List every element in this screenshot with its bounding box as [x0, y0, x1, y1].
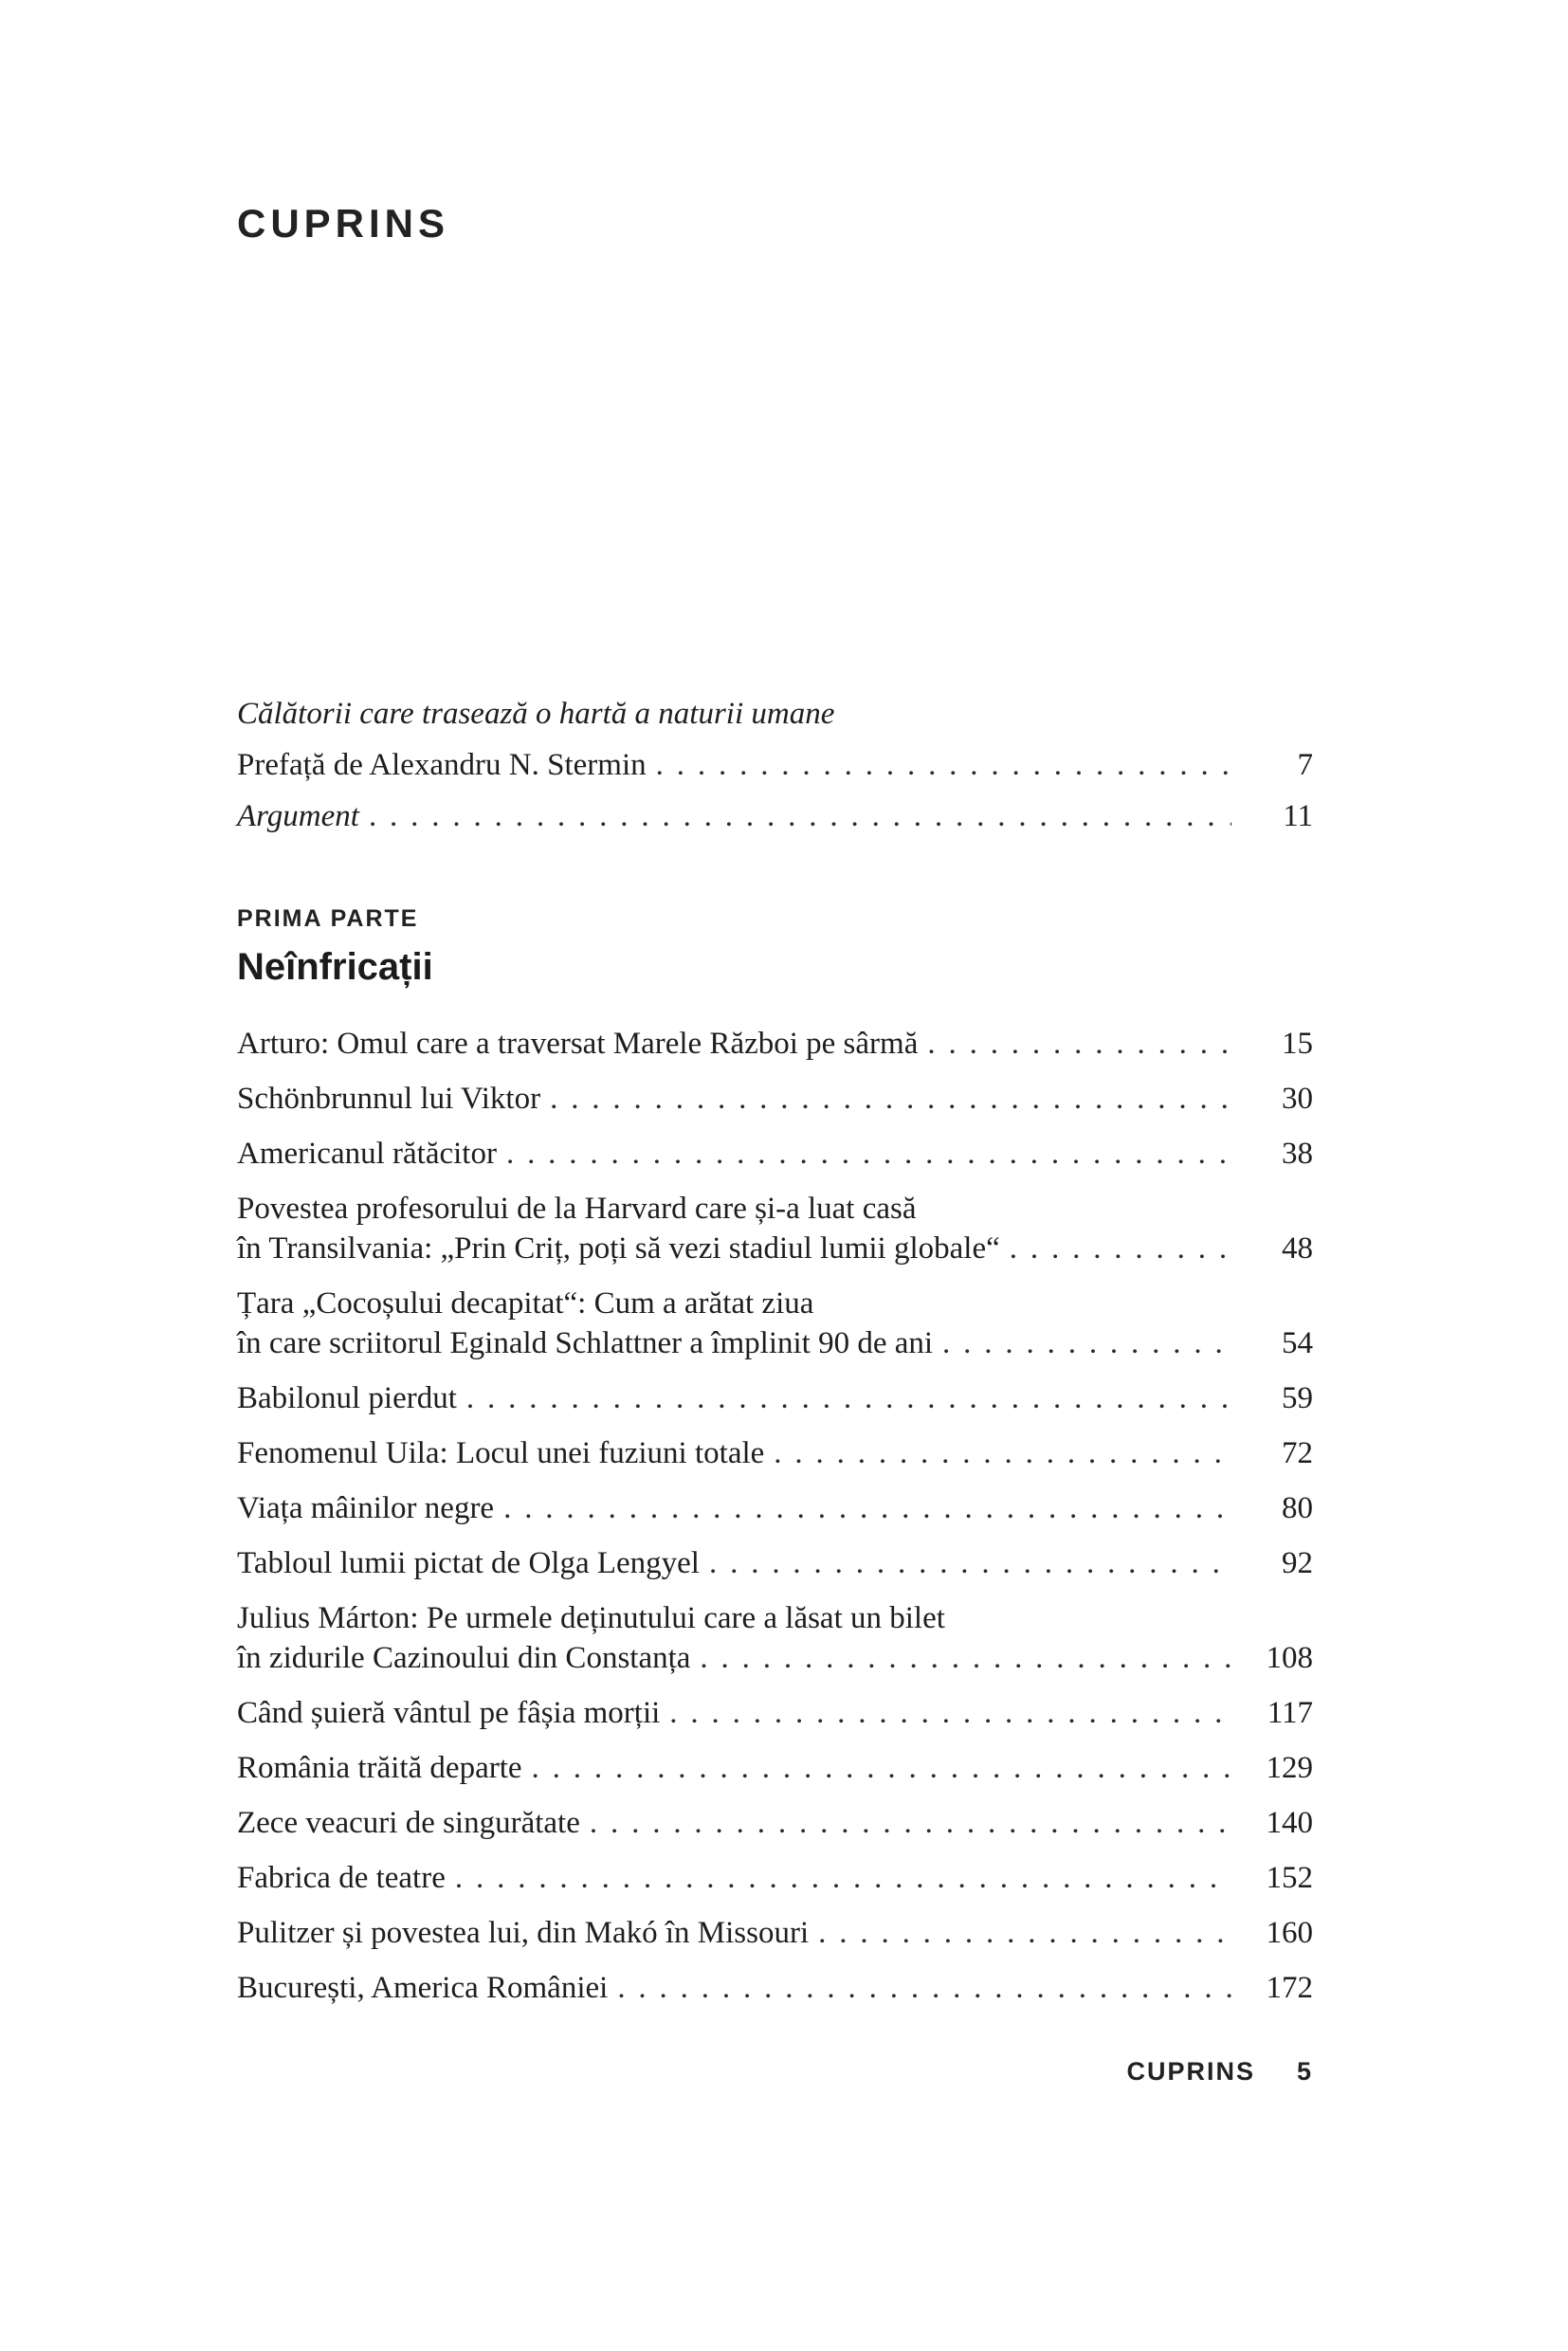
dot-leader — [466, 1378, 1231, 1418]
toc-entry-title: Tabloul lumii pictat de Olga Lengyel — [237, 1546, 700, 1580]
toc-entry-title: Fabrica de teatre — [237, 1861, 446, 1895]
toc-row — [237, 1858, 1313, 1898]
toc-entry-title: Americanul rătăcitor — [237, 1137, 497, 1171]
dot-leader — [669, 1693, 1231, 1733]
toc-row — [237, 1693, 1313, 1733]
page-number: 38 — [1282, 1137, 1313, 1171]
toc-row — [237, 1748, 1313, 1788]
footer-page-number: 5 — [1296, 2057, 1313, 2086]
toc-row — [237, 1913, 1313, 1953]
dot-leader — [506, 1134, 1231, 1174]
dot-leader — [369, 796, 1231, 836]
section-kicker: PRIMA PARTE — [237, 905, 419, 932]
page-number: 129 — [1266, 1751, 1313, 1785]
dot-leader — [700, 1638, 1231, 1678]
toc-content — [237, 201, 1313, 2091]
page-number: 11 — [1283, 799, 1313, 833]
toc-entry — [237, 1858, 1313, 1898]
toc-entry — [237, 1803, 1313, 1843]
toc-row — [237, 1079, 1313, 1119]
dot-leader — [617, 1968, 1231, 2008]
footer-label: CUPRINS — [1126, 2057, 1255, 2086]
toc-row — [237, 694, 1313, 734]
toc-entry — [237, 1378, 1313, 1418]
toc-entry — [237, 1488, 1313, 1528]
page-number: 160 — [1266, 1916, 1313, 1950]
page-number: 172 — [1266, 1971, 1313, 2005]
dot-leader — [1010, 1229, 1231, 1268]
toc-row — [237, 745, 1313, 785]
toc-entry-title: Argument — [237, 799, 359, 833]
page-footer — [237, 2051, 1313, 2091]
dot-leader — [656, 745, 1231, 785]
toc-entry-title: Zece veacuri de singurătate — [237, 1806, 580, 1840]
page-number: 59 — [1282, 1381, 1313, 1415]
toc-row — [237, 1638, 1313, 1678]
page-number: 140 — [1266, 1806, 1313, 1840]
page-number: 48 — [1282, 1231, 1313, 1266]
dot-leader — [927, 1024, 1231, 1064]
toc-entry-title: Prefață de Alexandru N. Stermin — [237, 748, 647, 782]
toc-entry-title-line: Julius Márton: Pe urmele deținutului care a lăsat un bilet — [237, 1601, 945, 1635]
dot-leader — [818, 1913, 1231, 1953]
page-number: 117 — [1267, 1696, 1313, 1730]
toc-entry-title: Schönbrunnul lui Viktor — [237, 1082, 541, 1116]
toc-entry — [237, 1748, 1313, 1788]
toc-row — [237, 1433, 1313, 1473]
toc-entry-title: Arturo: Omul care a traversat Marele Război pe sârmă — [237, 1027, 919, 1061]
page-number: 92 — [1282, 1546, 1313, 1580]
toc-row — [237, 796, 1313, 836]
page-number: 108 — [1266, 1641, 1313, 1675]
dot-leader — [774, 1433, 1231, 1473]
page-number: 152 — [1266, 1861, 1313, 1895]
toc-entry — [237, 1284, 1313, 1363]
dot-leader — [532, 1748, 1231, 1788]
toc-row — [237, 1488, 1313, 1528]
toc-row — [237, 1134, 1313, 1174]
toc-entry — [237, 1189, 1313, 1268]
toc-entry — [237, 1968, 1313, 2008]
toc-entries — [237, 1024, 1313, 2008]
page-number: 80 — [1282, 1491, 1313, 1525]
toc-row — [237, 1378, 1313, 1418]
page-number: 54 — [1282, 1326, 1313, 1360]
toc-entry — [237, 1024, 1313, 1064]
page-number: 30 — [1282, 1082, 1313, 1116]
toc-entry-title: Viața mâinilor negre — [237, 1491, 495, 1525]
toc-entry-title: în zidurile Cazinoului din Constanța — [237, 1641, 691, 1675]
toc-row — [237, 1229, 1313, 1268]
front-matter — [237, 694, 1313, 836]
toc-entry — [237, 1433, 1313, 1473]
toc-entry-title: în Transilvania: „Prin Criț, poți să vezi stadiul lumii globale“ — [237, 1231, 1000, 1266]
toc-row — [237, 1024, 1313, 1064]
toc-entry-title: București, America României — [237, 1971, 609, 2005]
toc-row — [237, 1543, 1313, 1583]
dot-leader — [455, 1858, 1231, 1898]
section-title: Neînfricații — [237, 946, 433, 988]
page-number: 7 — [1297, 748, 1313, 782]
toc-row — [237, 1803, 1313, 1843]
toc-entry-title-line: Povestea profesorului de la Harvard care și-a luat casă — [237, 1192, 917, 1226]
toc-entry — [237, 1543, 1313, 1583]
toc-entry-title: România trăită departe — [237, 1751, 522, 1785]
dot-leader — [503, 1488, 1231, 1528]
toc-entry — [237, 1079, 1313, 1119]
toc-entry — [237, 1134, 1313, 1174]
toc-entry-title: Pulitzer și povestea lui, din Makó în Missouri — [237, 1916, 810, 1950]
dot-leader — [590, 1803, 1231, 1843]
toc-entry — [237, 1598, 1313, 1678]
toc-entry-title: Babilonul pierdut — [237, 1381, 457, 1415]
toc-entry-title: Fenomenul Uila: Locul unei fuziuni totale — [237, 1436, 765, 1470]
page-number: 15 — [1282, 1027, 1313, 1061]
toc-row — [237, 1323, 1313, 1363]
toc-entry-title-line: Țara „Cocoșului decapitat“: Cum a arătat ziua — [237, 1286, 814, 1321]
dot-leader — [709, 1543, 1231, 1583]
dot-leader — [942, 1323, 1231, 1363]
toc-entry-title: Călătorii care trasează o hartă a naturii umane — [237, 697, 835, 731]
toc-entry — [237, 1693, 1313, 1733]
toc-entry-title: în care scriitorul Eginald Schlattner a împlinit 90 de ani — [237, 1326, 934, 1360]
page-number: 72 — [1282, 1436, 1313, 1470]
toc-row — [237, 1968, 1313, 2008]
toc-entry — [237, 1913, 1313, 1953]
toc-entry-title: Când șuieră vântul pe fâșia morții — [237, 1696, 661, 1730]
page-title: CUPRINS — [237, 201, 450, 246]
dot-leader — [550, 1079, 1231, 1119]
